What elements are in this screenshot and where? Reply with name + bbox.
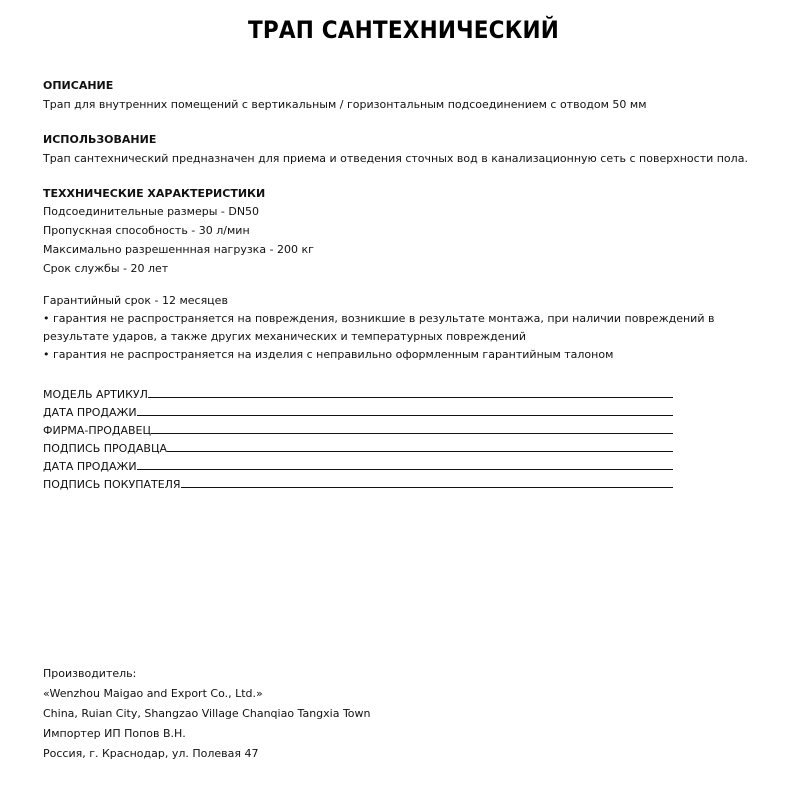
field-blank-line — [151, 432, 673, 434]
description-section — [43, 78, 783, 114]
specs-heading: ТЕХХНИЧЕСКИЕ ХАРАКТЕРИСТИКИ — [43, 187, 266, 200]
field-label: ФИРМА-ПРОДАВЕЦ — [43, 424, 152, 437]
field-blank-line — [137, 468, 673, 470]
field-seller-company — [43, 419, 673, 437]
manufacturer-address: China, Ruian City, Shangzao Village Chanqiao Tangxia Town — [43, 707, 371, 720]
field-sale-date-2 — [43, 455, 673, 473]
field-blank-line — [137, 414, 673, 416]
usage-text: Трап сантехнический предназначен для приема и отведения сточных вод в канализационную сеть с поверхности пола. — [43, 152, 748, 165]
field-blank-line — [167, 450, 673, 452]
warranty-term: Гарантийный срок - 12 месяцев — [43, 294, 228, 307]
manufacturer-company: «Wenzhou Maigao and Export Co., Ltd.» — [43, 687, 263, 700]
field-label: ДАТА ПРОДАЖИ — [43, 406, 137, 419]
usage-heading: ИСПОЛЬЗОВАНИЕ — [43, 133, 157, 146]
warranty-item: • гарантия не распространяется на изделия с неправильно оформленным гарантийным талоном — [43, 348, 614, 361]
sale-fields — [43, 383, 673, 491]
warranty-item: • гарантия не распространяется на повреждения, возникшие в результате монтажа, при наличии повреждений в результате ударов, а также других механических и температурных повреждений — [43, 312, 715, 343]
description-heading: ОПИСАНИЕ — [43, 79, 114, 92]
field-blank-line — [181, 486, 673, 488]
field-sale-date — [43, 401, 673, 419]
spec-item: Срок службы - 20 лет — [43, 262, 169, 275]
page-title: ТРАП САНТЕХНИЧЕСКИЙ — [247, 16, 560, 44]
field-buyer-signature — [43, 473, 673, 491]
warranty-section — [43, 292, 783, 364]
importer-name: Импортер ИП Попов В.Н. — [43, 727, 186, 740]
importer-address: Россия, г. Краснодар, ул. Полевая 47 — [43, 747, 259, 760]
spec-item: Подсоединительные размеры - DN50 — [43, 205, 260, 218]
manufacturer-label: Производитель: — [43, 667, 137, 680]
field-model-article — [43, 383, 673, 401]
specs-section — [43, 186, 783, 278]
field-seller-signature — [43, 437, 673, 455]
field-blank-line — [148, 396, 673, 398]
spec-item: Максимально разрешеннная нагрузка - 200 кг — [43, 243, 314, 256]
field-label: ПОДПИСЬ ПОКУПАТЕЛЯ — [43, 478, 181, 491]
spec-item: Пропускная способность - 30 л/мин — [43, 224, 250, 237]
field-label: ДАТА ПРОДАЖИ — [43, 460, 137, 473]
field-label: ПОДПИСЬ ПРОДАВЦА — [43, 442, 168, 455]
document-body — [43, 78, 783, 364]
field-label: МОДЕЛЬ АРТИКУЛ — [43, 388, 148, 401]
usage-section — [43, 132, 783, 168]
manufacturer-block — [43, 664, 371, 764]
description-text: Трап для внутренних помещений с вертикальным / горизонтальным подсоединением с отводом 50 мм — [43, 98, 647, 111]
